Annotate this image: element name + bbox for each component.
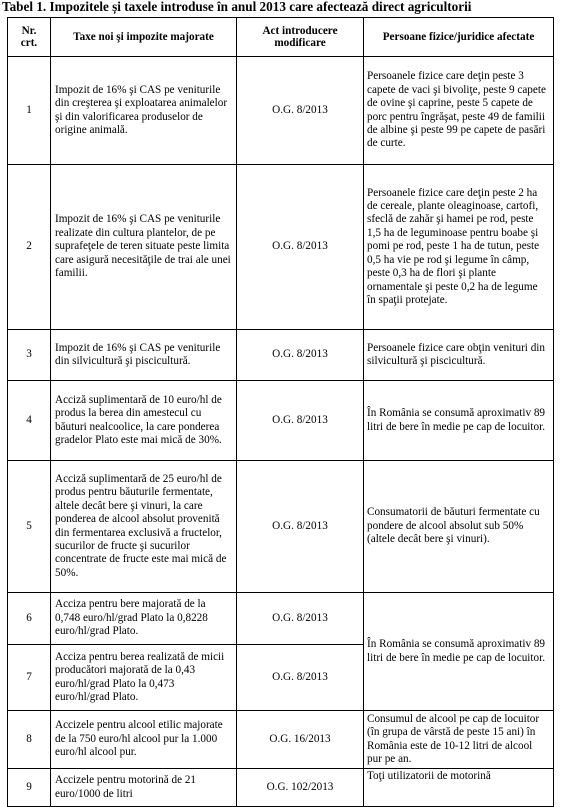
table-row	[8, 769, 554, 807]
act-reference: O.G. 16/2013	[237, 711, 364, 769]
header-nr: Nr. crt.	[8, 18, 51, 57]
table-row	[8, 593, 554, 645]
header-taxes: Taxe noi şi impozite majorate	[51, 18, 237, 57]
act-reference: O.G. 8/2013	[237, 645, 364, 711]
header-persons: Persoane fizice/juridice afectate	[364, 18, 554, 57]
tax-description: Acciza pentru berea realizată de micii producători majorată de la 0,43 euro/hl/grad Plato la 0,473 euro/hl/grad Plato.	[51, 645, 237, 711]
act-reference: O.G. 8/2013	[237, 381, 364, 461]
row-number: 5	[8, 461, 51, 593]
affected-persons: Persoanele fizice care obţin venituri din silvicultură şi piscicultură.	[364, 330, 554, 381]
affected-persons: Toţi utilizatorii de motorină	[364, 769, 554, 807]
affected-persons: Persoanele fizice care deţin peste 3 capete de vaci şi bivoliţe, peste 9 capete de ovine şi caprine, peste 5 capete de porc pentru îngrăşat, peste 49 de familii de albine şi peste 99 pe capete de pasări de curte.	[364, 57, 554, 165]
affected-persons: Consumul de alcool pe cap de locuitor (în grupa de vârstă de peste 15 ani) în România este de 10-12 litri de alcool pur pe an.	[364, 711, 554, 769]
row-number: 3	[8, 330, 51, 381]
affected-persons: Persoanele fizice care deţin peste 2 ha de cereale, plante oleaginoase, cartofi, sfeclă de zahăr şi hamei pe rod, peste 1,5 ha de leguminoase pentru boabe şi pomi pe rod, peste 1 ha de tutun, peste 0,5 ha vie pe rod şi legume în câmp, peste 0,3 ha de flori şi plante ornamentale şi peste 0,2 ha de legume în spaţii protejate.	[364, 165, 554, 330]
table-row	[8, 711, 554, 769]
act-reference: O.G. 102/2013	[237, 769, 364, 807]
table-row	[8, 165, 554, 330]
tax-description: Impozit de 16% şi CAS pe veniturile din silvicultură şi piscicultură.	[51, 330, 237, 381]
act-reference: O.G. 8/2013	[237, 330, 364, 381]
table-row	[8, 461, 554, 593]
table-row	[8, 57, 554, 165]
act-reference: O.G. 8/2013	[237, 165, 364, 330]
taxes-table	[7, 17, 554, 807]
act-reference: O.G. 8/2013	[237, 593, 364, 645]
affected-persons: În România se consumă aproximativ 89 litri de bere în medie pe cap de locuitor.	[364, 381, 554, 461]
table-row	[8, 330, 554, 381]
row-number: 7	[8, 645, 51, 711]
row-number: 6	[8, 593, 51, 645]
header-act: Act introducere modificare	[237, 18, 364, 57]
table-header-row	[8, 18, 554, 57]
affected-persons: În România se consumă aproximativ 89 litri de bere în medie pe cap de locuitor.	[364, 593, 554, 711]
row-number: 1	[8, 57, 51, 165]
act-reference: O.G. 8/2013	[237, 461, 364, 593]
table-row	[8, 381, 554, 461]
tax-description: Accizele pentru motorină de 21 euro/1000 de litri	[51, 769, 237, 807]
tax-description: Accizele pentru alcool etilic majorate de la 750 euro/hl alcool pur la 1.000 euro/hl alcool pur.	[51, 711, 237, 769]
tax-description: Acciză suplimentară de 25 euro/hl de produs pentru băuturile fermentate, altele decât bere şi vinuri, la care ponderea de alcool absolut provenită din fermentarea exclusivă a fructelor, sucurilor de fructe şi sucurilor concentrate de fructe este mai mică de 50%.	[51, 461, 237, 593]
row-number: 8	[8, 711, 51, 769]
tax-description: Impozit de 16% şi CAS pe veniturile din creşterea şi exploatarea animalelor şi din valorificarea produselor de origine animală.	[51, 57, 237, 165]
act-reference: O.G. 8/2013	[237, 57, 364, 165]
row-number: 9	[8, 769, 51, 807]
row-number: 4	[8, 381, 51, 461]
row-number: 2	[8, 165, 51, 330]
affected-persons: Consumatorii de băuturi fermentate cu pondere de alcool absolut sub 50% (altele decât bere şi vinuri).	[364, 461, 554, 593]
tax-description: Impozit de 16% şi CAS pe veniturile realizate din cultura plantelor, de pe suprafeţele de teren situate peste limita care asigură necesităţile de trai ale unei familii.	[51, 165, 237, 330]
table-title: Tabel 1. Impozitele și taxele introduse în anul 2013 care afectează direct agricultorii	[2, 0, 472, 14]
tax-description: Acciza pentru bere majorată de la 0,748 euro/hl/grad Plato la 0,8228 euro/hl/grad Plato.	[51, 593, 237, 645]
tax-description: Acciză suplimentară de 10 euro/hl de produs la berea din amestecul cu băuturi nealcoolice, la care ponderea gradelor Plato este mai mică de 30%.	[51, 381, 237, 461]
